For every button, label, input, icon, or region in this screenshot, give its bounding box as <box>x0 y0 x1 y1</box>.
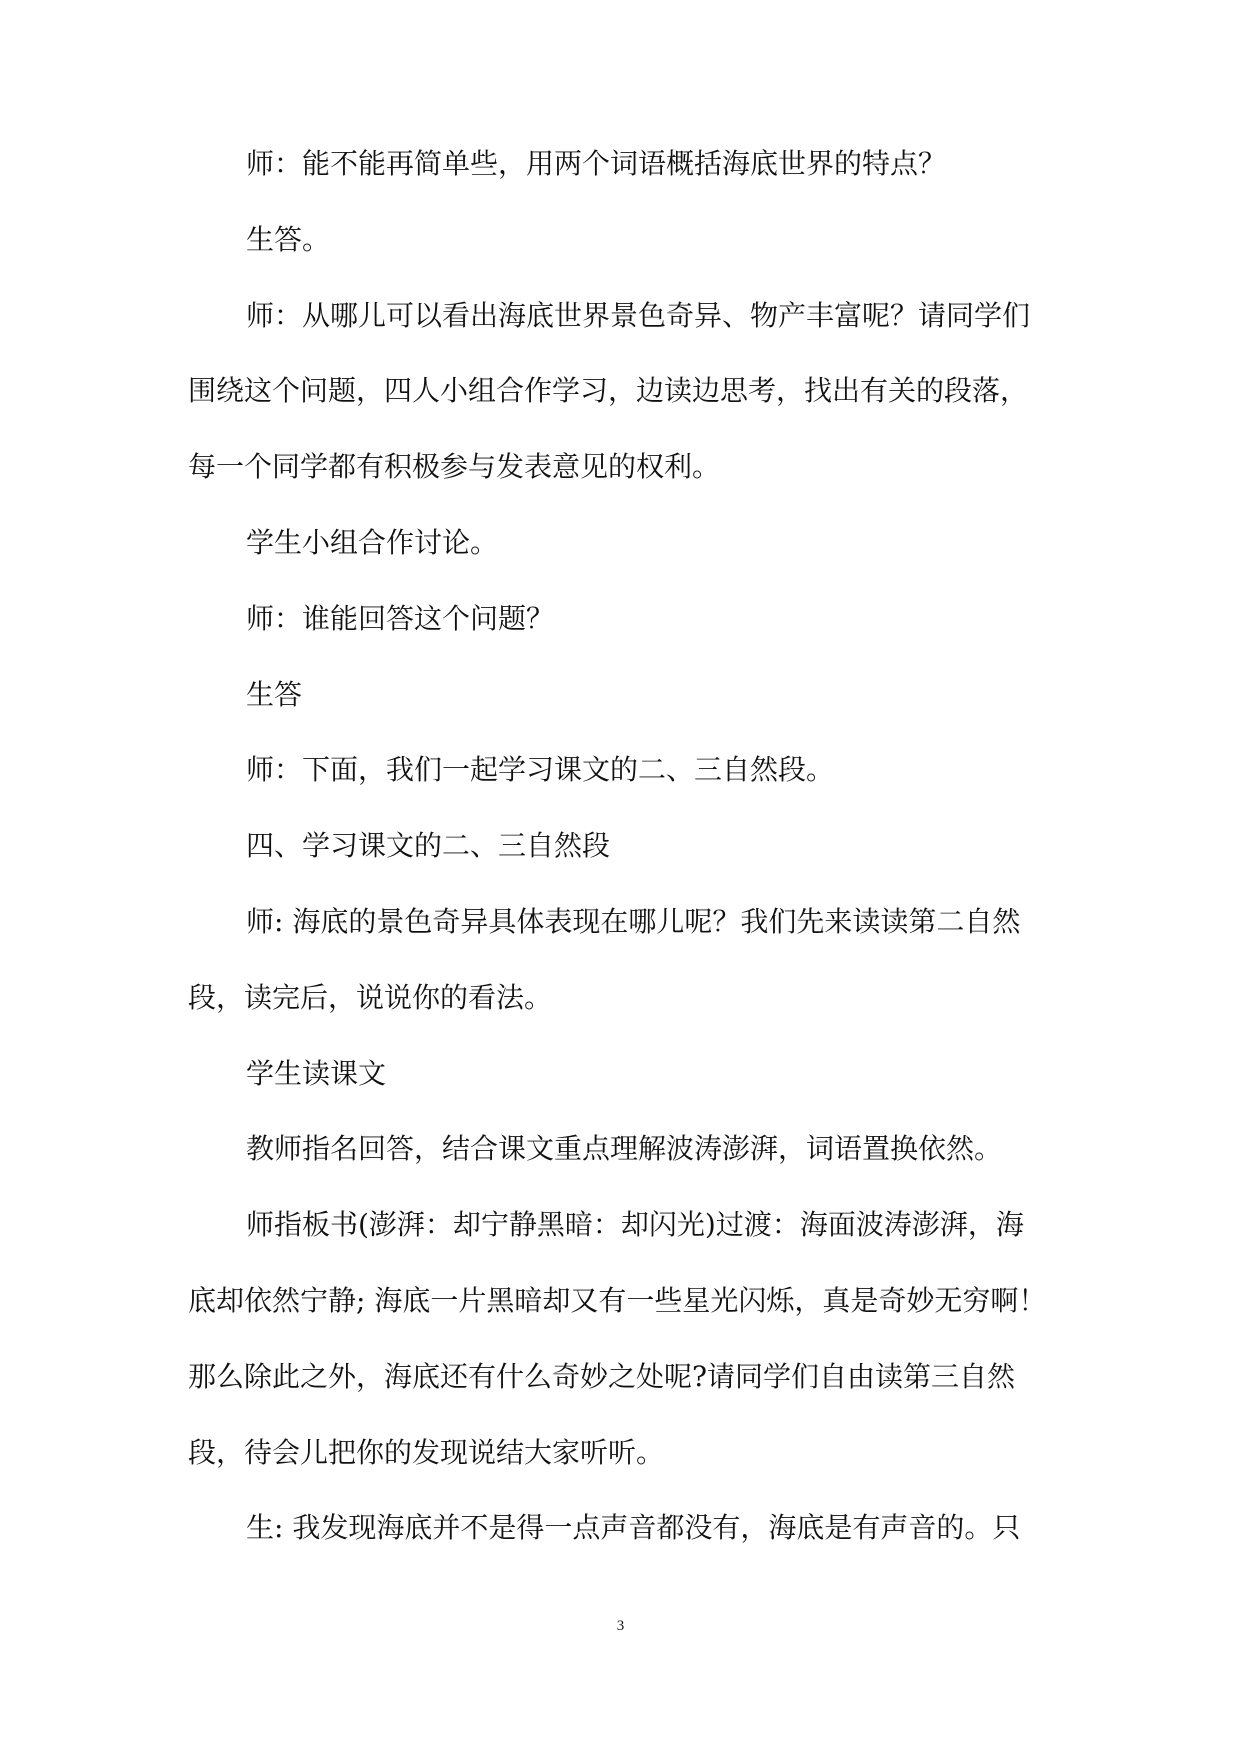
text-line: 教师指名回答，结合课文重点理解波涛澎湃，词语置换依然。 <box>246 1132 1003 1166</box>
text-line: 底却依然宁静; 海底一片黑暗却又有一些星光闪烁，真是奇妙无穷啊！ <box>188 1283 1047 1317</box>
document-body <box>188 140 1058 1580</box>
text-line: 生: 我发现海底并不是得一点声音都没有，海底是有声音的。只 <box>246 1511 1021 1545</box>
text-line: 围绕这个问题，四人小组合作学习，边读边思考，找出有关的段落， <box>188 374 1029 408</box>
text-line: 学生小组合作讨论。 <box>246 525 499 559</box>
text-line: 生答。 <box>246 222 331 256</box>
text-line: 生答 <box>246 677 303 711</box>
text-line: 师: 海底的景色奇异具体表现在哪儿呢？我们先来读读第二自然 <box>246 904 1021 938</box>
text-line: 学生读课文 <box>246 1056 387 1090</box>
text-line: 那么除此之外，海底还有什么奇妙之处呢?请同学们自由读第三自然 <box>188 1359 1016 1393</box>
text-line: 每一个同学都有积极参与发表意见的权利。 <box>188 450 721 484</box>
text-line: 师：下面，我们一起学习课文的二、三自然段。 <box>246 753 835 787</box>
page-number: 3 <box>616 1618 625 1634</box>
text-line: 师：能不能再简单些，用两个词语概括海底世界的特点？ <box>246 147 947 180</box>
text-line: 段，待会儿把你的发现说结大家听听。 <box>188 1435 665 1469</box>
text-line: 师指板书(澎湃：却宁静黑暗：却闪光)过渡：海面波涛澎湃，海 <box>246 1208 1024 1242</box>
text-line: 四、学习课文的二、三自然段 <box>246 829 611 863</box>
text-line: 师：谁能回答这个问题？ <box>246 601 555 635</box>
text-line: 师：从哪儿可以看出海底世界景色奇异、物产丰富呢？请同学们 <box>246 298 1031 332</box>
text-line: 段，读完后，说说你的看法。 <box>188 980 553 1014</box>
